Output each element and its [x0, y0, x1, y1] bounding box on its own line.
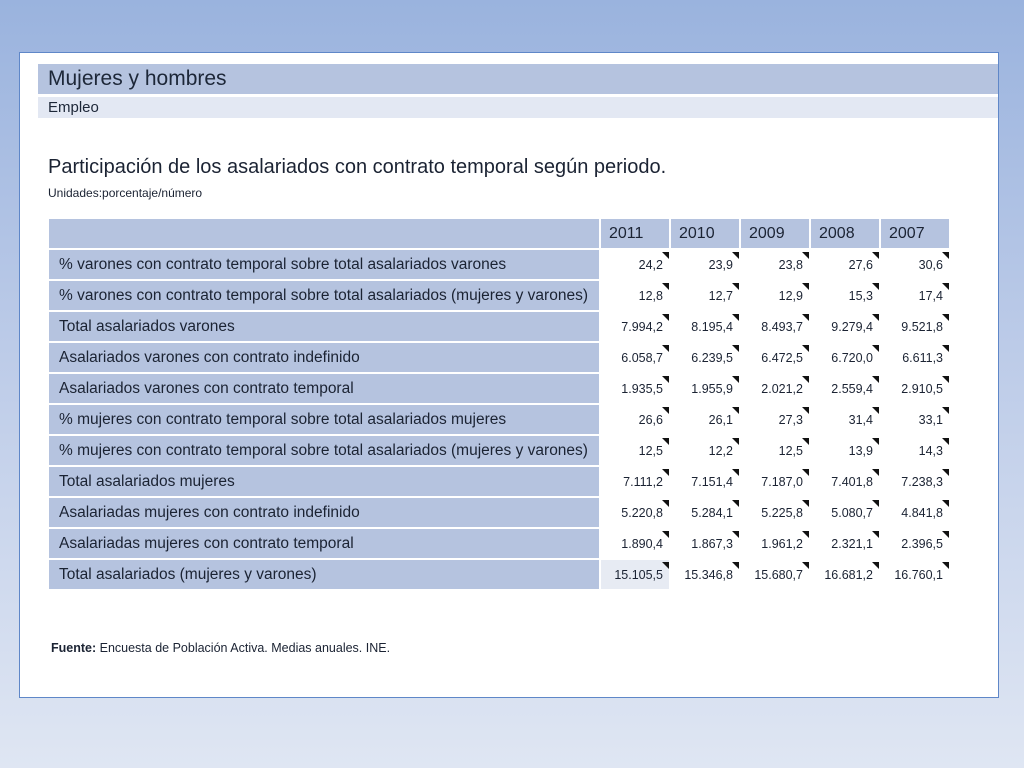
source-label: Fuente: — [51, 641, 97, 655]
cell-value: 15.680,7 — [754, 567, 803, 582]
cell-value: 13,9 — [848, 443, 873, 458]
comment-marker-icon[interactable] — [802, 562, 809, 569]
comment-marker-icon[interactable] — [662, 500, 669, 507]
cell-value: 2.021,2 — [761, 381, 803, 396]
comment-marker-icon[interactable] — [662, 314, 669, 321]
comment-marker-icon[interactable] — [732, 283, 739, 290]
comment-marker-icon[interactable] — [802, 438, 809, 445]
value-cell[interactable] — [811, 467, 879, 496]
value-cell[interactable] — [741, 312, 809, 341]
row-label: Asalariadas mujeres con contrato temporal — [49, 529, 599, 558]
value-cell[interactable] — [601, 560, 669, 589]
value-cell[interactable] — [601, 312, 669, 341]
cell-value: 7.151,4 — [691, 474, 733, 489]
cell-value: 16.681,2 — [824, 567, 873, 582]
table-title: Participación de los asalariados con contrato temporal según periodo. — [48, 156, 667, 178]
value-cell[interactable] — [881, 529, 949, 558]
comment-marker-icon[interactable] — [942, 376, 949, 383]
comment-marker-icon[interactable] — [872, 531, 879, 538]
value-cell[interactable] — [671, 343, 739, 372]
comment-marker-icon[interactable] — [732, 376, 739, 383]
comment-marker-icon[interactable] — [872, 314, 879, 321]
cell-value: 23,9 — [708, 257, 733, 272]
comment-marker-icon[interactable] — [872, 562, 879, 569]
value-cell[interactable] — [811, 312, 879, 341]
value-cell[interactable] — [741, 467, 809, 496]
cell-value: 17,4 — [918, 288, 943, 303]
comment-marker-icon[interactable] — [802, 407, 809, 414]
page-subtitle: Empleo — [38, 97, 998, 118]
comment-marker-icon[interactable] — [662, 252, 669, 259]
year-header: 2008 — [811, 219, 879, 248]
value-cell[interactable] — [671, 467, 739, 496]
value-cell[interactable] — [881, 374, 949, 403]
value-cell[interactable] — [811, 529, 879, 558]
comment-marker-icon[interactable] — [732, 314, 739, 321]
table-row — [49, 467, 949, 496]
cell-value: 12,8 — [638, 288, 663, 303]
value-cell[interactable] — [601, 250, 669, 279]
comment-marker-icon[interactable] — [872, 252, 879, 259]
comment-marker-icon[interactable] — [872, 469, 879, 476]
row-label: Total asalariados mujeres — [49, 467, 599, 496]
value-cell[interactable] — [671, 436, 739, 465]
comment-marker-icon[interactable] — [802, 469, 809, 476]
value-cell[interactable] — [671, 529, 739, 558]
comment-marker-icon[interactable] — [732, 252, 739, 259]
value-cell[interactable] — [881, 436, 949, 465]
cell-value: 12,9 — [778, 288, 803, 303]
cell-value: 9.279,4 — [831, 319, 873, 334]
value-cell[interactable] — [881, 560, 949, 589]
table-row — [49, 343, 949, 372]
value-cell[interactable] — [601, 374, 669, 403]
value-cell[interactable] — [741, 498, 809, 527]
data-table — [47, 217, 951, 591]
table-row — [49, 436, 949, 465]
value-cell[interactable] — [741, 529, 809, 558]
table-row — [49, 560, 949, 589]
value-cell[interactable] — [811, 281, 879, 310]
comment-marker-icon[interactable] — [662, 345, 669, 352]
comment-marker-icon[interactable] — [662, 469, 669, 476]
comment-marker-icon[interactable] — [662, 376, 669, 383]
cell-value: 7.111,2 — [623, 474, 663, 489]
value-cell[interactable] — [811, 498, 879, 527]
comment-marker-icon[interactable] — [872, 500, 879, 507]
value-cell[interactable] — [881, 405, 949, 434]
value-cell[interactable] — [881, 312, 949, 341]
comment-marker-icon[interactable] — [942, 314, 949, 321]
value-cell[interactable] — [741, 436, 809, 465]
value-cell[interactable] — [811, 405, 879, 434]
value-cell[interactable] — [811, 374, 879, 403]
cell-value: 12,5 — [778, 443, 803, 458]
year-header: 2010 — [671, 219, 739, 248]
comment-marker-icon[interactable] — [662, 407, 669, 414]
table-row — [49, 250, 949, 279]
units-label: Unidades:porcentaje/número — [48, 186, 203, 200]
cell-value: 2.321,1 — [831, 536, 873, 551]
row-label: % varones con contrato temporal sobre total asalariados (mujeres y varones) — [49, 281, 599, 310]
comment-marker-icon[interactable] — [872, 407, 879, 414]
comment-marker-icon[interactable] — [802, 314, 809, 321]
value-cell[interactable] — [811, 343, 879, 372]
source-text: Encuesta de Población Activa. Medias anuales. INE. — [96, 641, 391, 655]
cell-value: 5.225,8 — [761, 505, 803, 520]
year-header: 2011 — [601, 219, 669, 248]
table-row — [49, 529, 949, 558]
comment-marker-icon[interactable] — [942, 562, 949, 569]
comment-marker-icon[interactable] — [942, 345, 949, 352]
row-label: Asalariados varones con contrato indefinido — [49, 343, 599, 372]
cell-value: 15.105,5 — [614, 567, 663, 582]
cell-value: 7.238,3 — [901, 474, 943, 489]
comment-marker-icon[interactable] — [662, 531, 669, 538]
cell-value: 7.994,2 — [621, 319, 663, 334]
cell-value: 6.058,7 — [621, 350, 663, 365]
comment-marker-icon[interactable] — [872, 438, 879, 445]
comment-marker-icon[interactable] — [942, 500, 949, 507]
cell-value: 23,8 — [778, 257, 803, 272]
cell-value: 26,1 — [708, 412, 733, 427]
comment-marker-icon[interactable] — [732, 500, 739, 507]
comment-marker-icon[interactable] — [662, 283, 669, 290]
year-header: 2009 — [741, 219, 809, 248]
cell-value: 1.867,3 — [691, 536, 733, 551]
value-cell[interactable] — [741, 250, 809, 279]
cell-value: 16.760,1 — [894, 567, 943, 582]
year-header: 2007 — [881, 219, 949, 248]
cell-value: 6.720,0 — [831, 350, 873, 365]
table-row — [49, 281, 949, 310]
comment-marker-icon[interactable] — [802, 283, 809, 290]
cell-value: 31,4 — [848, 412, 873, 427]
cell-value: 7.187,0 — [761, 474, 803, 489]
value-cell[interactable] — [671, 405, 739, 434]
cell-value: 26,6 — [638, 412, 663, 427]
comment-marker-icon[interactable] — [872, 345, 879, 352]
comment-marker-icon[interactable] — [802, 531, 809, 538]
source-note — [51, 641, 390, 655]
page-title: Mujeres y hombres — [38, 64, 998, 94]
value-cell[interactable] — [881, 498, 949, 527]
value-cell[interactable] — [741, 405, 809, 434]
value-cell[interactable] — [601, 405, 669, 434]
comment-marker-icon[interactable] — [662, 562, 669, 569]
comment-marker-icon[interactable] — [802, 345, 809, 352]
comment-marker-icon[interactable] — [802, 500, 809, 507]
table-row — [49, 405, 949, 434]
comment-marker-icon[interactable] — [732, 438, 739, 445]
cell-value: 7.401,8 — [831, 474, 873, 489]
cell-value: 12,2 — [708, 443, 733, 458]
value-cell[interactable] — [601, 529, 669, 558]
cell-value: 6.611,3 — [902, 350, 943, 365]
value-cell[interactable] — [881, 343, 949, 372]
cell-value: 14,3 — [918, 443, 943, 458]
comment-marker-icon[interactable] — [802, 252, 809, 259]
cell-value: 15,3 — [848, 288, 873, 303]
value-cell[interactable] — [881, 467, 949, 496]
row-label: % mujeres con contrato temporal sobre total asalariados (mujeres y varones) — [49, 436, 599, 465]
row-label: Asalariadas mujeres con contrato indefinido — [49, 498, 599, 527]
value-cell[interactable] — [811, 560, 879, 589]
comment-marker-icon[interactable] — [732, 407, 739, 414]
comment-marker-icon[interactable] — [662, 438, 669, 445]
cell-value: 9.521,8 — [901, 319, 943, 334]
value-cell[interactable] — [601, 343, 669, 372]
cell-value: 27,3 — [778, 412, 803, 427]
content-panel — [19, 52, 999, 698]
value-cell[interactable] — [671, 312, 739, 341]
table-row — [49, 374, 949, 403]
cell-value: 2.910,5 — [901, 381, 943, 396]
cell-value: 2.559,4 — [831, 381, 873, 396]
cell-value: 2.396,5 — [901, 536, 943, 551]
cell-value: 12,7 — [708, 288, 733, 303]
comment-marker-icon[interactable] — [732, 469, 739, 476]
value-cell[interactable] — [671, 250, 739, 279]
value-cell[interactable] — [601, 436, 669, 465]
cell-value: 6.472,5 — [761, 350, 803, 365]
cell-value: 15.346,8 — [684, 567, 733, 582]
header-corner — [49, 219, 599, 248]
comment-marker-icon[interactable] — [942, 531, 949, 538]
value-cell[interactable] — [671, 281, 739, 310]
cell-value: 5.284,1 — [691, 505, 733, 520]
cell-value: 1.935,5 — [621, 381, 663, 396]
row-label: Asalariados varones con contrato temporal — [49, 374, 599, 403]
cell-value: 30,6 — [918, 257, 943, 272]
comment-marker-icon[interactable] — [942, 469, 949, 476]
comment-marker-icon[interactable] — [802, 376, 809, 383]
comment-marker-icon[interactable] — [872, 376, 879, 383]
table-row — [49, 498, 949, 527]
value-cell[interactable] — [811, 436, 879, 465]
value-cell[interactable] — [671, 374, 739, 403]
cell-value: 33,1 — [918, 412, 943, 427]
cell-value: 8.493,7 — [761, 319, 803, 334]
comment-marker-icon[interactable] — [872, 283, 879, 290]
value-cell[interactable] — [671, 560, 739, 589]
table-row — [49, 312, 949, 341]
value-cell[interactable] — [601, 498, 669, 527]
value-cell[interactable] — [741, 343, 809, 372]
comment-marker-icon[interactable] — [732, 562, 739, 569]
value-cell[interactable] — [671, 498, 739, 527]
cell-value: 8.195,4 — [691, 319, 733, 334]
row-label: Total asalariados varones — [49, 312, 599, 341]
comment-marker-icon[interactable] — [942, 252, 949, 259]
value-cell[interactable] — [601, 467, 669, 496]
value-cell[interactable] — [881, 250, 949, 279]
cell-value: 6.239,5 — [691, 350, 733, 365]
comment-marker-icon[interactable] — [942, 438, 949, 445]
value-cell[interactable] — [601, 281, 669, 310]
value-cell[interactable] — [881, 281, 949, 310]
cell-value: 12,5 — [638, 443, 663, 458]
value-cell[interactable] — [741, 560, 809, 589]
comment-marker-icon[interactable] — [732, 345, 739, 352]
cell-value: 5.220,8 — [621, 505, 663, 520]
table-body — [49, 250, 949, 589]
header-row — [49, 219, 949, 248]
comment-marker-icon[interactable] — [942, 407, 949, 414]
row-label: % varones con contrato temporal sobre total asalariados varones — [49, 250, 599, 279]
value-cell[interactable] — [741, 374, 809, 403]
row-label: % mujeres con contrato temporal sobre total asalariados mujeres — [49, 405, 599, 434]
cell-value: 1.955,9 — [691, 381, 733, 396]
value-cell[interactable] — [741, 281, 809, 310]
cell-value: 24,2 — [638, 257, 663, 272]
value-cell[interactable] — [811, 250, 879, 279]
cell-value: 27,6 — [848, 257, 873, 272]
cell-value: 1.890,4 — [621, 536, 663, 551]
comment-marker-icon[interactable] — [942, 283, 949, 290]
cell-value: 1.961,2 — [761, 536, 803, 551]
cell-value: 4.841,8 — [901, 505, 943, 520]
cell-value: 5.080,7 — [831, 505, 873, 520]
comment-marker-icon[interactable] — [732, 531, 739, 538]
row-label: Total asalariados (mujeres y varones) — [49, 560, 599, 589]
